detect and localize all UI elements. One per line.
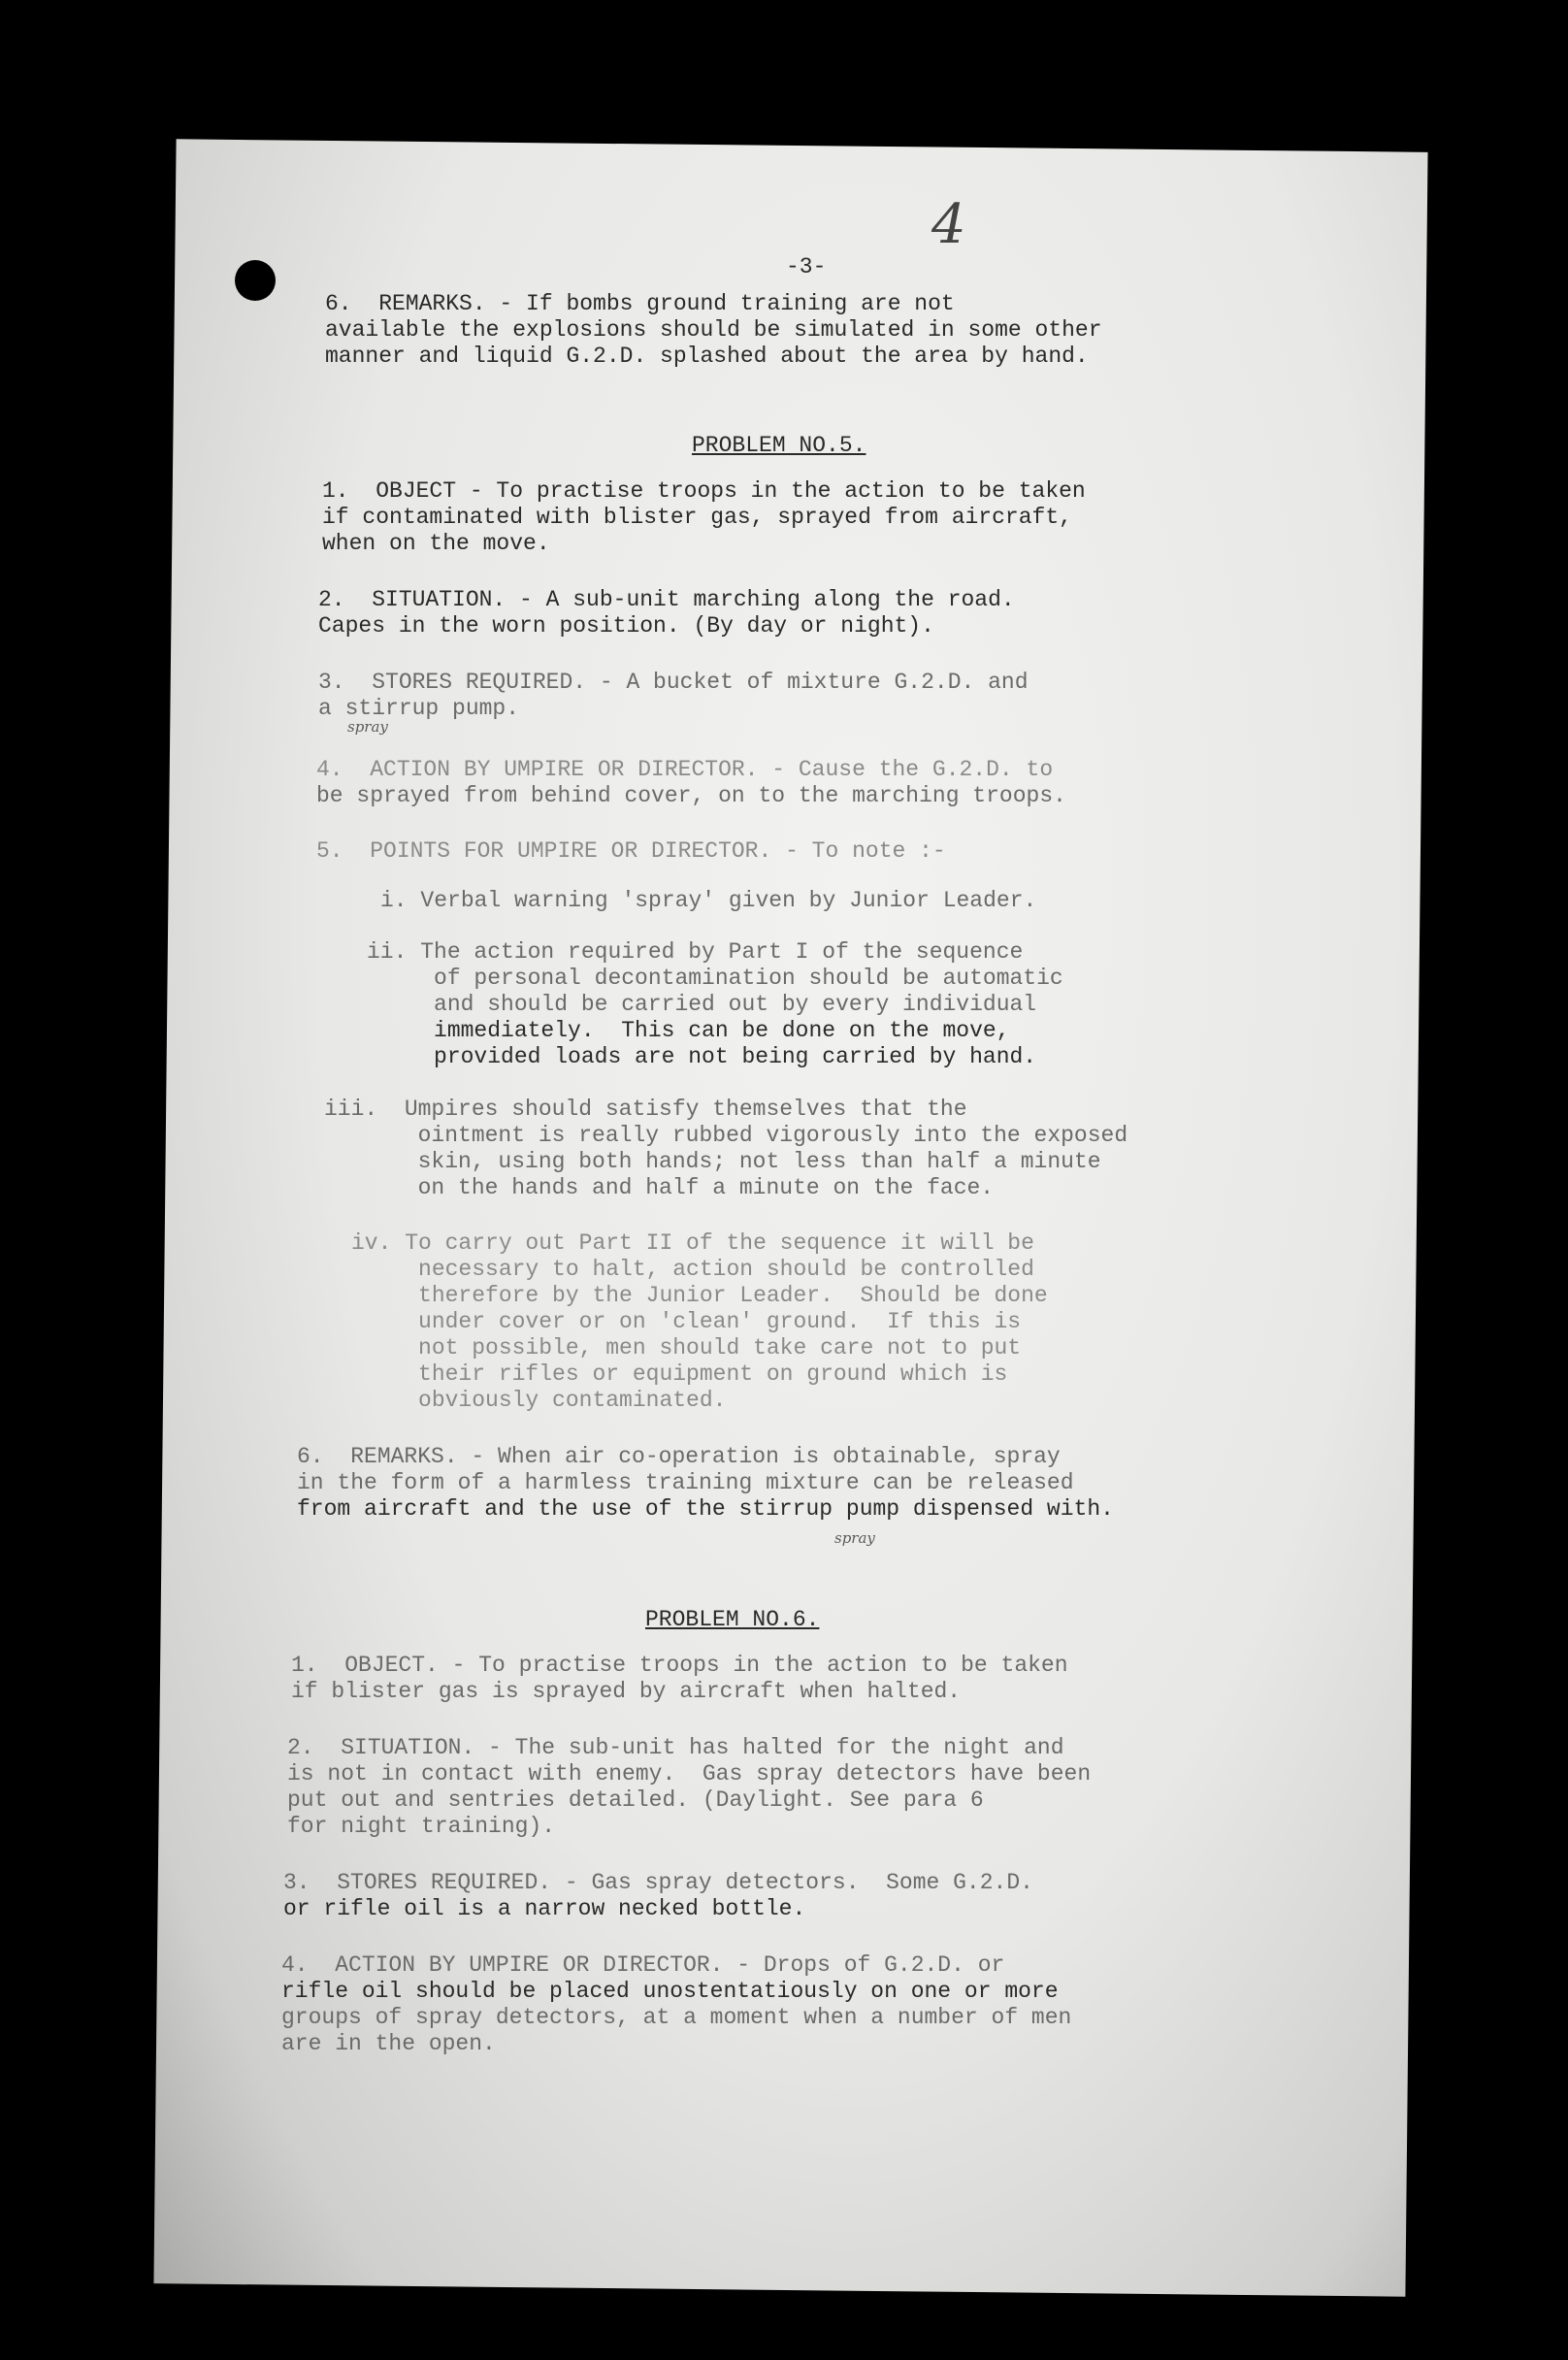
problem-6-heading: PROBLEM NO.6. [645,1607,820,1632]
text-line: for night training). [287,1814,556,1839]
text-line: 3. STORES REQUIRED. - A bucket of mixture G.2.D. and [318,670,1029,695]
text-line: from aircraft and the use of the stirrup pump dispensed with. [297,1496,1114,1522]
text-line: obviously contaminated. [351,1388,727,1413]
handwritten-correction: spray [834,1529,875,1547]
text-line: immediately. This can be done on the move, [367,1018,1010,1043]
text-line: of personal decontamination should be automatic [367,966,1063,991]
text-line: under cover or on 'clean' ground. If this is [351,1309,1022,1334]
text-line: on the hands and half a minute on the face. [324,1175,995,1200]
text-line: ii. The action required by Part I of the sequence [367,939,1024,965]
text-line: provided loads are not being carried by hand. [367,1044,1037,1069]
text-line: groups of spray detectors, at a moment when a number of men [281,2005,1072,2030]
handwritten-correction: spray [347,718,388,736]
text-line: skin, using both hands; not less than half a minute [324,1149,1101,1174]
handwritten-page-mark: 4 [931,193,966,256]
text-line: ointment is really rubbed vigorously into the exposed [324,1123,1128,1148]
text-line: 2. SITUATION. - The sub-unit has halted for the night and [287,1735,1064,1760]
text-line: rifle oil should be placed unostentatiously on one or more [281,1979,1059,2004]
text-line: if blister gas is sprayed by aircraft when halted. [291,1679,962,1704]
text-line: available the explosions should be simulated in some other [325,317,1102,343]
text-line: Capes in the worn position. (By day or night). [318,613,934,639]
text-line: 4. ACTION BY UMPIRE OR DIRECTOR. - Drops of G.2.D. or [281,1952,1005,1978]
text-line: are in the open. [281,2031,496,2056]
text-line: or rifle oil is a narrow necked bottle. [283,1896,806,1921]
text-line: not possible, men should take care not to put [351,1335,1022,1360]
p5-point-i: i. Verbal warning 'spray' given by Junior Leader. [380,888,1037,913]
text-line: is not in contact with enemy. Gas spray detectors have been [287,1761,1092,1786]
text-line: 1. OBJECT - To practise troops in the action to be taken [322,478,1086,504]
text-line: 2. SITUATION. - A sub-unit marching along the road. [318,587,1015,612]
text-line: manner and liquid G.2.D. splashed about the area by hand. [325,344,1089,369]
text-line: a stirrup pump. [318,696,520,721]
text-line: iv. To carry out Part II of the sequence it will be [351,1230,1034,1256]
text-line: in the form of a harmless training mixture can be released [297,1470,1074,1495]
text-line: and should be carried out by every individual [367,992,1037,1017]
text-line: their rifles or equipment on ground which is [351,1361,1008,1387]
page-number: -3- [786,254,827,279]
text-line: if contaminated with blister gas, sprayed from aircraft, [322,505,1072,530]
p5-points-heading: 5. POINTS FOR UMPIRE OR DIRECTOR. - To note :- [316,838,946,864]
text-line: necessary to halt, action should be controlled [351,1257,1034,1282]
text-line: iii. Umpires should satisfy themselves that the [324,1097,967,1122]
text-line: 6. REMARKS. - If bombs ground training are not [325,291,955,316]
text-line: 4. ACTION BY UMPIRE OR DIRECTOR. - Cause the G.2.D. to [316,757,1054,782]
problem-5-heading: PROBLEM NO.5. [692,433,866,458]
text-line: 6. REMARKS. - When air co-operation is obtainable, spray [297,1444,1061,1469]
text-line: be sprayed from behind cover, on to the marching troops. [316,783,1066,808]
text-line: 3. STORES REQUIRED. - Gas spray detectors. Some G.2.D. [283,1870,1033,1895]
text-line: put out and sentries detailed. (Daylight. See para 6 [287,1787,984,1813]
text-line: 1. OBJECT. - To practise troops in the action to be taken [291,1653,1068,1678]
text-line: therefore by the Junior Leader. Should be done [351,1283,1048,1308]
text-line: when on the move. [322,531,550,556]
